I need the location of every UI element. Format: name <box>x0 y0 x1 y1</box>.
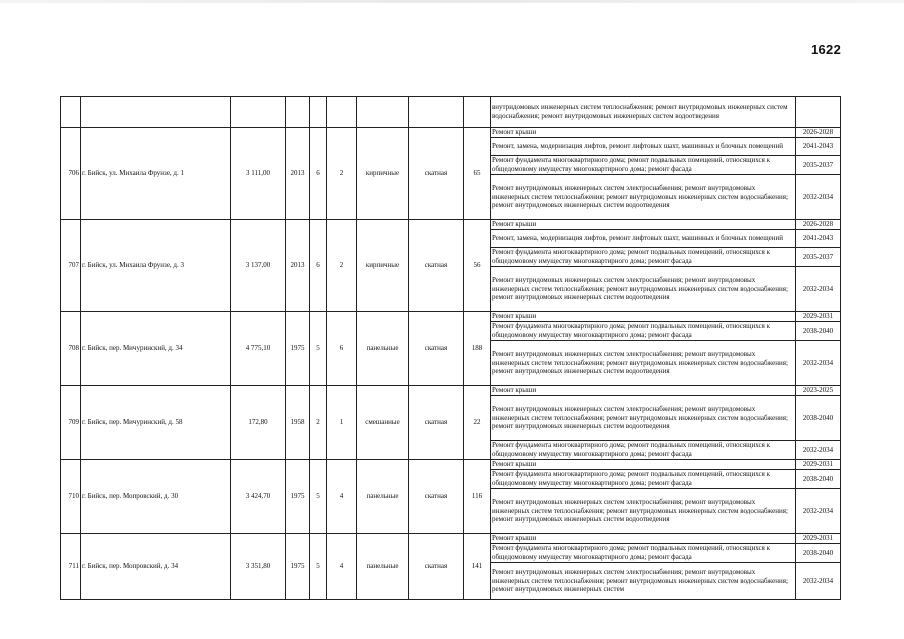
continuation-row <box>61 97 841 128</box>
work-description: Ремонт внутридомовых инженерных систем электроснабжения; ремонт внутридомовых инженерных систем теплоснабжения; ремонт внутридомовых инженерных систем водоснабжения; ремонт внутридомовых инженерных систем <box>491 563 796 600</box>
work-period: 2035-2037 <box>796 156 841 175</box>
residents-cell: 22 <box>464 386 491 460</box>
work-description: Ремонт, замена, модернизация лифтов, ремонт лифтовых шахт, машинных и блочных помещений <box>491 230 796 248</box>
area-cell: 3 111,00 <box>231 128 286 220</box>
address-cell: г. Бийск, пер. Мичуринский, д. 58 <box>81 386 231 460</box>
year-cell: 1975 <box>286 534 310 600</box>
floors-cell: 5 <box>310 534 327 600</box>
work-description: Ремонт фундамента многоквартирного дома; ремонт подвальных помещений, относящихся к общедомовому имуществу многоквартирного дома; ремонт фасада <box>491 544 796 563</box>
floors-cell: 6 <box>310 128 327 220</box>
work-description: Ремонт внутридомовых инженерных систем электроснабжения; ремонт внутридомовых инженерных систем теплоснабжения; ремонт внутридомовых инженерных систем водоснабжения; ремонт внутридомовых инженерных систем водоотведения <box>491 175 796 220</box>
year-cell: 1958 <box>286 386 310 460</box>
year-cell: 2013 <box>286 220 310 312</box>
address-cell: г. Бийск, пер. Мопровский, д. 34 <box>81 534 231 600</box>
cell-address <box>81 97 231 128</box>
area-cell: 3 424,70 <box>231 460 286 534</box>
work-period: 2029-2031 <box>796 534 841 544</box>
cell-roof <box>409 97 464 128</box>
roof-cell: скатная <box>409 312 464 386</box>
work-period: 2032-2034 <box>796 267 841 312</box>
cell-period <box>796 97 841 128</box>
work-period: 2032-2034 <box>796 489 841 534</box>
row-number: 711 <box>61 534 81 600</box>
area-cell: 3 137,00 <box>231 220 286 312</box>
cell-area <box>231 97 286 128</box>
work-description: Ремонт фундамента многоквартирного дома; ремонт подвальных помещений, относящихся к общедомовому имуществу многоквартирного дома; ремонт фасада <box>491 156 796 175</box>
cell-floors <box>310 97 327 128</box>
entrances-cell: 2 <box>327 220 357 312</box>
floors-cell: 5 <box>310 312 327 386</box>
cell-work: внутридомовых инженерных систем теплоснабжения; ремонт внутридомовых инженерных систем водоснабжения; ремонт внутридомовых инженерных систем водоотведения <box>491 97 796 128</box>
cell-walls <box>357 97 409 128</box>
cell-residents <box>464 97 491 128</box>
work-period: 2023-2025 <box>796 386 841 396</box>
floors-cell: 6 <box>310 220 327 312</box>
work-description: Ремонт фундамента многоквартирного дома; ремонт подвальных помещений, относящихся к общедомовому имуществу многоквартирного дома; ремонт фасада <box>491 470 796 489</box>
work-description: Ремонт крыши <box>491 128 796 138</box>
table-row <box>61 220 841 230</box>
work-period: 2026-2028 <box>796 128 841 138</box>
work-description: Ремонт, замена, модернизация лифтов, ремонт лифтовых шахт, машинных и блочных помещений <box>491 138 796 156</box>
table-row <box>61 128 841 138</box>
walls-cell: панельные <box>357 460 409 534</box>
work-period: 2038-2040 <box>796 396 841 441</box>
work-period: 2038-2040 <box>796 322 841 341</box>
area-cell: 4 775,10 <box>231 312 286 386</box>
row-number: 709 <box>61 386 81 460</box>
address-cell: г. Бийск, ул. Михаила Фрунзе, д. 1 <box>81 128 231 220</box>
entrances-cell: 2 <box>327 128 357 220</box>
work-description: Ремонт внутридомовых инженерных систем электроснабжения; ремонт внутридомовых инженерных систем теплоснабжения; ремонт внутридомовых инженерных систем водоснабжения; ремонт внутридомовых инженерных систем водоотведения <box>491 489 796 534</box>
work-period: 2029-2031 <box>796 312 841 322</box>
year-cell: 1975 <box>286 312 310 386</box>
cell-no <box>61 97 81 128</box>
scan-edge <box>0 0 904 3</box>
work-period: 2032-2034 <box>796 563 841 600</box>
address-cell: г. Бийск, пер. Мопровский, д. 30 <box>81 460 231 534</box>
residents-cell: 56 <box>464 220 491 312</box>
row-number: 710 <box>61 460 81 534</box>
work-period: 2035-2037 <box>796 248 841 267</box>
work-description: Ремонт фундамента многоквартирного дома; ремонт подвальных помещений, относящихся к общедомовому имуществу многоквартирного дома; ремонт фасада <box>491 441 796 460</box>
roof-cell: скатная <box>409 386 464 460</box>
residents-cell: 65 <box>464 128 491 220</box>
entrances-cell: 4 <box>327 534 357 600</box>
floors-cell: 2 <box>310 386 327 460</box>
table-row <box>61 312 841 322</box>
table-body <box>61 97 841 600</box>
residents-cell: 116 <box>464 460 491 534</box>
work-description: Ремонт крыши <box>491 386 796 396</box>
work-period: 2029-2031 <box>796 460 841 470</box>
year-cell: 1975 <box>286 460 310 534</box>
row-number: 706 <box>61 128 81 220</box>
cell-entrances <box>327 97 357 128</box>
walls-cell: смешанные <box>357 386 409 460</box>
work-period: 2041-2043 <box>796 230 841 248</box>
roof-cell: скатная <box>409 220 464 312</box>
work-description: Ремонт внутридомовых инженерных систем электроснабжения; ремонт внутридомовых инженерных систем теплоснабжения; ремонт внутридомовых инженерных систем водоснабжения; ремонт внутридомовых инженерных систем водоотведения <box>491 341 796 386</box>
year-cell: 2013 <box>286 128 310 220</box>
roof-cell: скатная <box>409 128 464 220</box>
capital-repair-table <box>60 96 841 600</box>
work-description: Ремонт крыши <box>491 534 796 544</box>
work-description: Ремонт крыши <box>491 460 796 470</box>
roof-cell: скатная <box>409 460 464 534</box>
walls-cell: кирпичные <box>357 220 409 312</box>
walls-cell: кирпичные <box>357 128 409 220</box>
table-row <box>61 460 841 470</box>
address-cell: г. Бийск, ул. Михаила Фрунзе, д. 3 <box>81 220 231 312</box>
walls-cell: панельные <box>357 312 409 386</box>
work-period: 2026-2028 <box>796 220 841 230</box>
work-period: 2038-2040 <box>796 544 841 563</box>
walls-cell: панельные <box>357 534 409 600</box>
area-cell: 3 351,80 <box>231 534 286 600</box>
work-description: Ремонт фундамента многоквартирного дома; ремонт подвальных помещений, относящихся к общедомовому имуществу многоквартирного дома; ремонт фасада <box>491 322 796 341</box>
entrances-cell: 1 <box>327 386 357 460</box>
row-number: 707 <box>61 220 81 312</box>
table-row <box>61 534 841 544</box>
work-description: Ремонт внутридомовых инженерных систем электроснабжения; ремонт внутридомовых инженерных систем теплоснабжения; ремонт внутридомовых инженерных систем водоснабжения; ремонт внутридомовых инженерных систем водоотведения <box>491 267 796 312</box>
entrances-cell: 4 <box>327 460 357 534</box>
residents-cell: 141 <box>464 534 491 600</box>
area-cell: 172,80 <box>231 386 286 460</box>
page-number: 1622 <box>811 42 842 57</box>
floors-cell: 5 <box>310 460 327 534</box>
work-description: Ремонт фундамента многоквартирного дома; ремонт подвальных помещений, относящихся к общедомовому имуществу многоквартирного дома; ремонт фасада <box>491 248 796 267</box>
cell-year <box>286 97 310 128</box>
entrances-cell: 6 <box>327 312 357 386</box>
work-period: 2041-2043 <box>796 138 841 156</box>
work-description: Ремонт внутридомовых инженерных систем электроснабжения; ремонт внутридомовых инженерных систем теплоснабжения; ремонт внутридомовых инженерных систем водоснабжения; ремонт внутридомовых инженерных систем водоотведения <box>491 396 796 441</box>
residents-cell: 188 <box>464 312 491 386</box>
table-row <box>61 386 841 396</box>
roof-cell: скатная <box>409 534 464 600</box>
work-description: Ремонт крыши <box>491 312 796 322</box>
work-description: Ремонт крыши <box>491 220 796 230</box>
work-period: 2032-2034 <box>796 175 841 220</box>
address-cell: г. Бийск, пер. Мичуринский, д. 34 <box>81 312 231 386</box>
work-period: 2032-2034 <box>796 441 841 460</box>
work-period: 2038-2040 <box>796 470 841 489</box>
row-number: 708 <box>61 312 81 386</box>
work-period: 2032-2034 <box>796 341 841 386</box>
